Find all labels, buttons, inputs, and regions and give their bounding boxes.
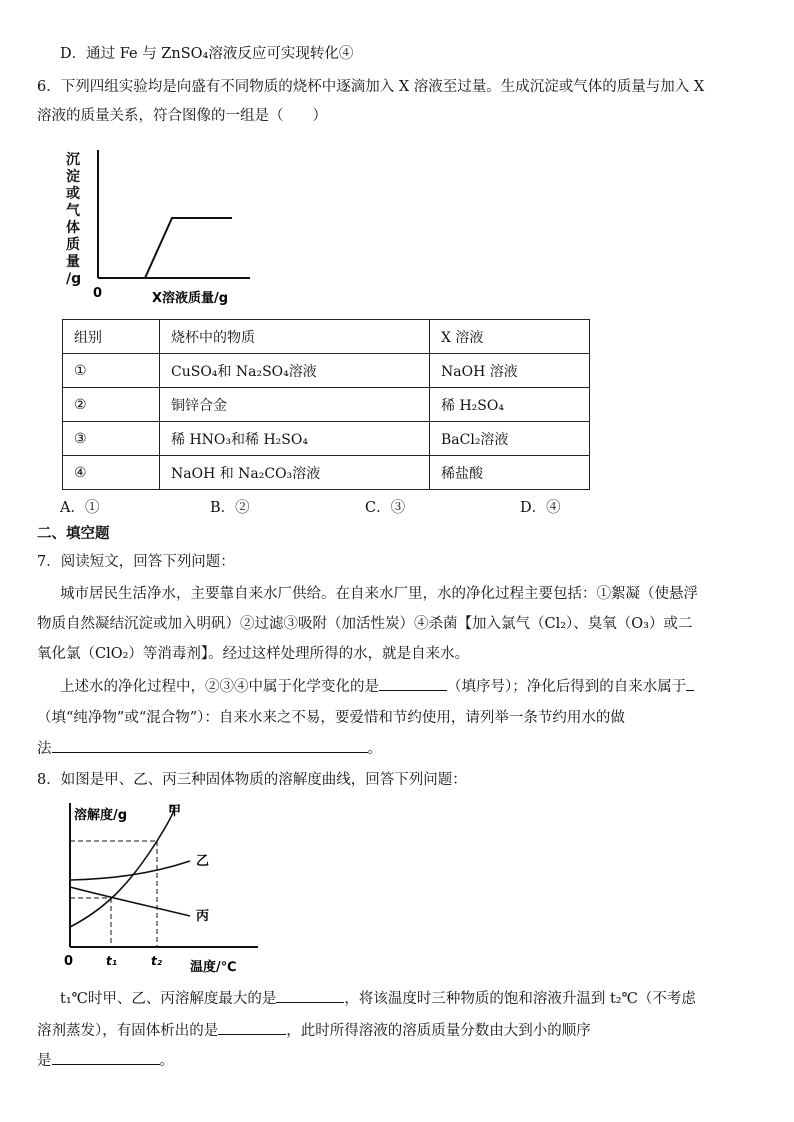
- table-header-row: [63, 320, 590, 354]
- q6-table: [62, 319, 590, 490]
- q8-question-c2: 。: [159, 1053, 174, 1069]
- cell-substance: CuSO₄和 Na₂SO₄溶液: [160, 354, 430, 388]
- q8-curve-yi: [70, 861, 190, 880]
- cell-substance: NaOH 和 Na₂CO₃溶液: [160, 456, 430, 490]
- q8-chart: [58, 795, 278, 985]
- q6-stem-line2: 溶液的质量关系，符合图像的一组是（ ）: [37, 108, 327, 124]
- q8-xlabel: 温度/℃: [190, 960, 237, 975]
- q7-question-d: 法: [37, 741, 52, 757]
- q8-answer-blank-3[interactable]: [52, 1050, 160, 1065]
- q8-series-jia: 甲: [168, 804, 182, 819]
- cell-x: NaOH 溶液: [430, 354, 590, 388]
- q7-question-line3: [37, 738, 382, 759]
- q6-chart-ylabel: [66, 152, 81, 287]
- q8-question-line2: [37, 1020, 591, 1041]
- q7-answer-blank-3[interactable]: [52, 738, 368, 753]
- cell-group: ②: [63, 388, 160, 422]
- table-row: [63, 388, 590, 422]
- q6-curve: [98, 218, 232, 278]
- q6-option-c[interactable]: C．③: [365, 500, 406, 516]
- q8-series-bing: 丙: [196, 909, 210, 924]
- q7-answer-blank-2[interactable]: [686, 676, 694, 691]
- q7-question-e: 。: [367, 741, 382, 757]
- q8-question-a2: ，将该温度时三种物质的饱和溶液升温到 t₂℃（不考虑: [344, 991, 696, 1007]
- q8-t2-label: t₂: [151, 954, 162, 968]
- table-row: [63, 422, 590, 456]
- q8-answer-blank-2[interactable]: [218, 1020, 286, 1035]
- cell-substance: 稀 HNO₃和稀 H₂SO₄: [160, 422, 430, 456]
- header-x-solution: X 溶液: [430, 320, 590, 354]
- table-row: [63, 354, 590, 388]
- q7-question-line1: [60, 676, 694, 697]
- q8-origin: 0: [64, 954, 74, 969]
- q7-title: 7．阅读短文，回答下列问题：: [37, 554, 235, 570]
- q8-ylabel: 溶解度/g: [74, 808, 128, 823]
- section-title: 二、填空题: [37, 526, 110, 542]
- q6-option-b[interactable]: B．②: [210, 500, 250, 516]
- cell-group: ①: [63, 354, 160, 388]
- q7-passage-line2: 物质自然凝结沉淀或加入明矾）②过滤③吸附（加活性炭）④杀菌【加入氯气（Cl₂）、臭氧（O₃）或二: [37, 616, 693, 632]
- q7-answer-blank-1[interactable]: [379, 676, 447, 691]
- q7-question-a: 上述水的净化过程中，②③④中属于化学变化的是: [60, 679, 379, 695]
- cell-group: ④: [63, 456, 160, 490]
- q8-question-line3: [37, 1050, 174, 1071]
- q8-question-line1: [60, 988, 696, 1009]
- q7-passage-line1: 城市居民生活净水，主要靠自来水厂供给。在自来水厂里，水的净化过程主要包括：①絮凝（使悬浮: [60, 586, 698, 602]
- q6-chart: [60, 142, 260, 307]
- q8-question-b1: 溶剂蒸发），有固体析出的是: [37, 1023, 219, 1039]
- svg-text:淀: 淀: [66, 169, 80, 185]
- q8-question-b2: ，此时所得溶液的溶质质量分数由大到小的顺序: [286, 1023, 591, 1039]
- q6-origin: 0: [93, 286, 103, 301]
- q8-question-c1: 是: [37, 1053, 52, 1069]
- q8-title: 8．如图是甲、乙、丙三种固体物质的溶解度曲线，回答下列问题：: [37, 772, 467, 788]
- cell-substance: 铜锌合金: [160, 388, 430, 422]
- header-substance: 烧杯中的物质: [160, 320, 430, 354]
- q6-option-d[interactable]: D．④: [520, 500, 561, 516]
- svg-text:体: 体: [66, 220, 80, 236]
- svg-text:质: 质: [66, 237, 80, 253]
- cell-group: ③: [63, 422, 160, 456]
- svg-text:沉: 沉: [66, 152, 80, 168]
- svg-text:或: 或: [66, 186, 80, 202]
- header-group: 组别: [63, 320, 160, 354]
- cell-x: 稀盐酸: [430, 456, 590, 490]
- q7-question-c: （填“纯净物”或“混合物”）：自来水来之不易，要爱惜和节约使用，请列举一条节约用水的做: [37, 710, 625, 726]
- q8-series-yi: 乙: [196, 854, 210, 869]
- q7-question-b: （填序号）；净化后得到的自来水属于: [447, 679, 687, 695]
- q6-xlabel: X溶液质量/g: [152, 291, 229, 306]
- q8-answer-blank-1[interactable]: [276, 988, 344, 1003]
- table-row: [63, 456, 590, 490]
- svg-text:/g: /g: [66, 271, 82, 287]
- q8-question-a1: t₁℃时甲、乙、丙溶解度最大的是: [60, 991, 277, 1007]
- cell-x: BaCl₂溶液: [430, 422, 590, 456]
- q8-curve-bing: [70, 887, 190, 916]
- q5-option-d: D．通过 Fe 与 ZnSO₄溶液反应可实现转化④: [60, 46, 354, 62]
- q6-stem-line1: 6．下列四组实验均是向盛有不同物质的烧杯中逐滴加入 X 溶液至过量。生成沉淀或气体的质量与加入 X: [37, 79, 705, 95]
- cell-x: 稀 H₂SO₄: [430, 388, 590, 422]
- q8-t1-label: t₁: [106, 954, 117, 968]
- svg-text:气: 气: [66, 203, 80, 219]
- q6-option-a[interactable]: A．①: [60, 500, 100, 516]
- q7-passage-line3: 氧化氯（ClO₂）等消毒剂】。经过这样处理所得的水，就是自来水。: [37, 646, 470, 662]
- svg-text:量: 量: [66, 254, 80, 270]
